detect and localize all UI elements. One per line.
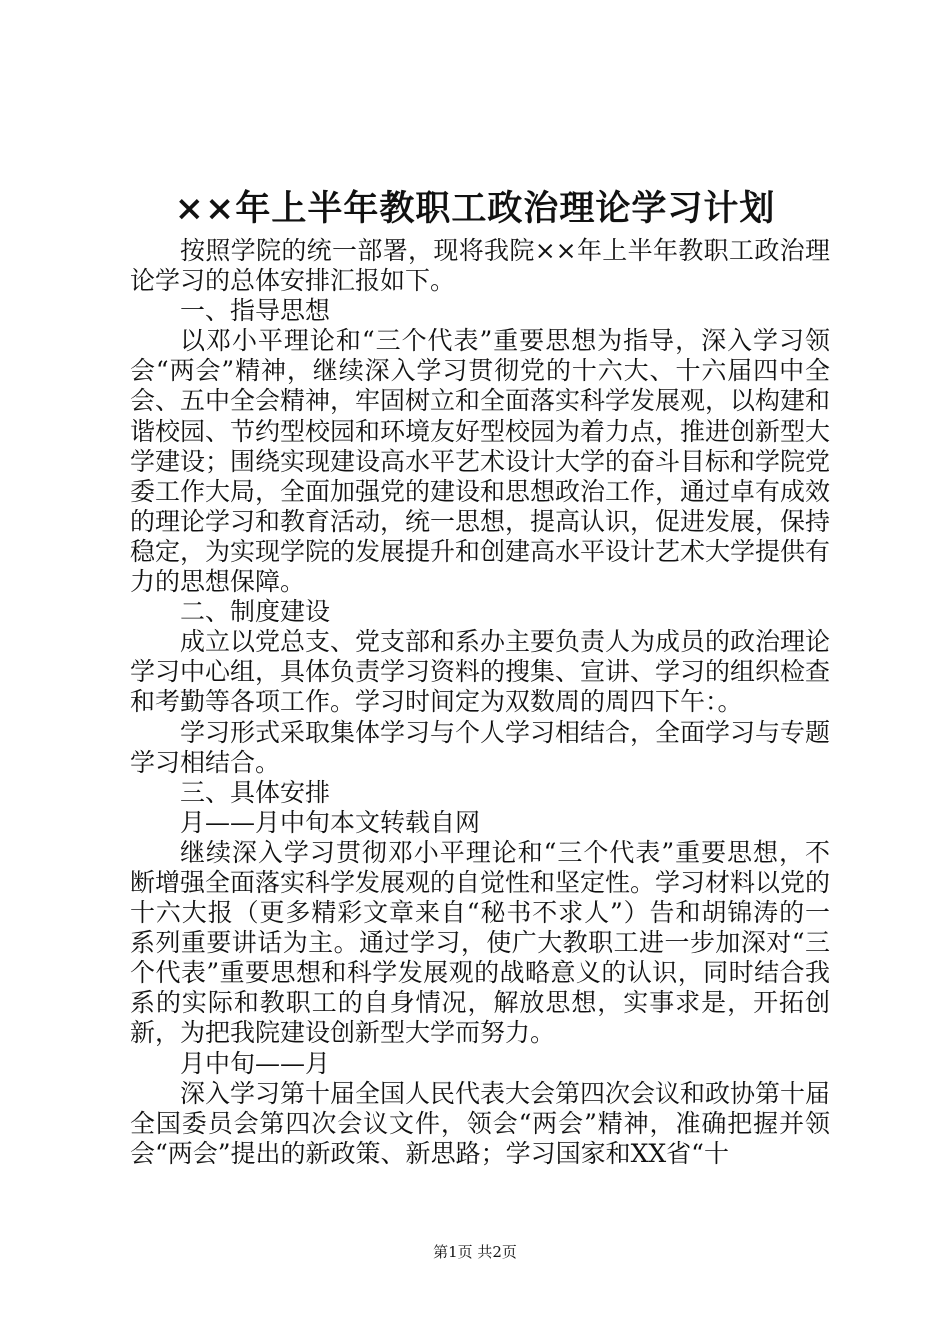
section-heading-system-building: 二、制度建设 xyxy=(180,597,331,627)
schedule-period-1-paragraph: 继续深入学习贯彻邓小平理论和“三个代表”重要思想，不断增强全面落实科学发展观的自觉性和坚定性。学习材料以党的十六大报（更多精彩文章来自“秘书不求人”）告和胡锦涛的一系列重要讲话为主。通过学习，使广大教职工进一步加深对“三个代表”重要思想和科学发展观的战略意义的认识，同时结合我系的实际和教职工的自身情况，解放思想，实事求是，开拓创新，为把我院建设创新型大学而努力。 xyxy=(130,837,831,1048)
schedule-period-2-paragraph: 深入学习第十届全国人民代表大会第四次会议和政协第十届全国委员会第四次会议文件，领会“两会”精神，准确把握并领会“两会”提出的新政策、新思路；学习国家和XX省“十 xyxy=(130,1078,831,1168)
page-footer: 第1页 共2页 xyxy=(433,1243,517,1261)
guiding-thought-paragraph: 以邓小平理论和“三个代表”重要思想为指导，深入学习领会“两会”精神，继续深入学习贯彻党的十六大、十六届四中全会、五中全会精神，牢固树立和全面落实科学发展观，以构建和谐校园、节约型校园和环境友好型校园为着力点，推进创新型大学建设；围绕实现建设高水平艺术设计大学的奋斗目标和学院党委工作大局，全面加强党的建设和思想政治工作，通过卓有成效的理论学习和教育活动，统一思想，提高认识，促进发展，保持稳定，为实现学院的发展提升和创建高水平设计艺术大学提供有力的思想保障。 xyxy=(130,326,831,597)
section-heading-specific-arrangement: 三、具体安排 xyxy=(180,777,331,807)
intro-paragraph: 按照学院的统一部署，现将我院××年上半年教职工政治理论学习的总体安排汇报如下。 xyxy=(130,236,830,296)
schedule-period-1: 月——月中旬本文转载自网 xyxy=(180,807,481,837)
study-format-paragraph: 学习形式采取集体学习与个人学习相结合，全面学习与专题学习相结合。 xyxy=(130,717,831,777)
document-body xyxy=(130,236,830,1169)
schedule-period-2: 月中旬——月 xyxy=(180,1048,331,1078)
document-title: ××年上半年教职工政治理论学习计划 xyxy=(174,188,776,229)
study-group-paragraph: 成立以党总支、党支部和系办主要负责人为成员的政治理论学习中心组，具体负责学习资料的搜集、宣讲、学习的组织检查和考勤等各项工作。学习时间定为双数周的周四下午：。 xyxy=(130,627,831,717)
section-heading-guiding-thought: 一、指导思想 xyxy=(180,296,331,326)
